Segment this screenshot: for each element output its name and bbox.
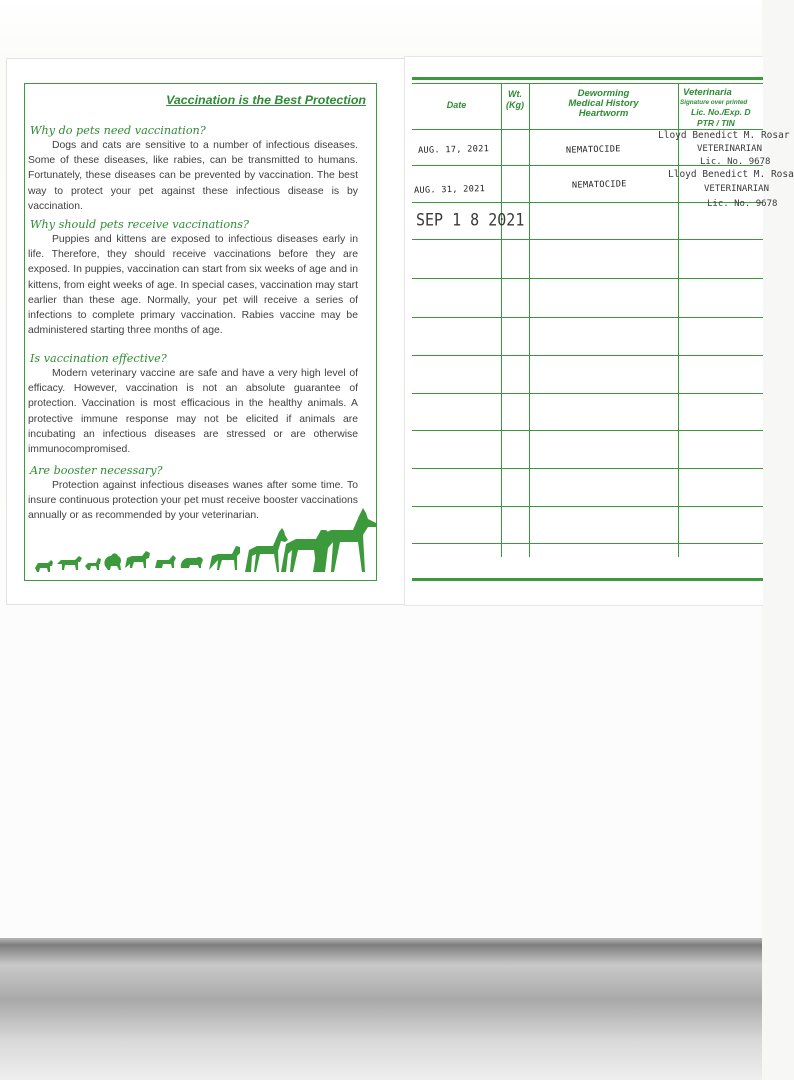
section-question: Why do pets need vaccination? — [30, 124, 206, 137]
row-entry: NEMATOCIDE — [565, 144, 621, 156]
vet-stamp-name: Lloyd Benedict M. Rosa — [668, 169, 794, 180]
page-title: Vaccination is the Best Protection — [166, 93, 366, 107]
vet-stamp-license: Lic. No. 9678 — [707, 199, 778, 209]
vet-stamp-title: VETERINARIAN — [704, 184, 770, 194]
table-row-divider — [412, 543, 763, 544]
vet-stamp-title: VETERINARIAN — [697, 144, 763, 154]
date-stamp: SEP 1 8 2021 — [416, 209, 525, 231]
table-row-divider — [412, 430, 763, 431]
header-weight: Wt. — [508, 89, 522, 99]
table-row-divider — [412, 239, 763, 240]
info-frame — [24, 83, 377, 581]
header-ptr-tin: PTR / TIN — [697, 118, 735, 128]
section-body: Modern veterinary vaccine are safe and have a very high level of efficacy. However, vaccination is not an absolute guarantee of protection. Vaccination is most efficacious in the healthy animals. A protective immune response may not be elicited if animals are incubating an infectious diseases are stressed or are otherwise immunocompromised. — [28, 368, 358, 456]
row-date: AUG. 17, 2021 — [417, 144, 490, 156]
section-body: Protection against infectious diseases wanes after some time. To insure continuous protection your pet must receive booster vaccinations annually or as recommended by your veterinarian. — [28, 480, 358, 522]
section-question: Why should pets receive vaccinations? — [30, 218, 249, 231]
section-body: Puppies and kittens are exposed to infectious diseases early in life. Therefore, they should receive vaccinations before they are exposed. In puppies, vaccination can start from six weeks of age and in kittens, from eight weeks of age. In special cases, vaccination may start earlier than these age. Normally, your pet will receive a series of infections to complete primary vaccination. Rabies vaccine may be administered starting three months of age. — [28, 234, 358, 337]
section-body: Dogs and cats are sensitive to a number of infectious diseases. Some of these diseases, like rabies, can be transmitted to humans. Fortunately, these diseases can be prevented by vaccination. The best way to protect your pet against these infectious disease is by vaccination. — [28, 140, 358, 212]
header-veterinarian: Veterinaria — [683, 87, 732, 98]
section-question: Is vaccination effective? — [30, 352, 167, 365]
row-entry: NEMATOCIDE — [571, 179, 627, 191]
section-question: Are booster necessary? — [30, 464, 163, 477]
table-row-divider — [412, 317, 763, 318]
header-license: Lic. No./Exp. D — [691, 107, 751, 117]
table-top-border — [412, 77, 763, 80]
table-bottom-border — [412, 578, 763, 581]
header-medical-history: Medical History — [568, 98, 639, 109]
table-header-top — [412, 83, 763, 84]
blank-page-area — [0, 600, 762, 938]
right-page — [404, 56, 794, 606]
header-date: Date — [446, 100, 467, 110]
table-row-divider — [412, 393, 763, 394]
table-col-divider — [529, 83, 530, 557]
table-row-divider — [412, 278, 763, 279]
header-weight-unit: (Kg) — [506, 100, 524, 110]
dog-silhouettes-illustration — [33, 504, 373, 576]
table-row-divider — [412, 506, 763, 507]
vet-stamp-license: Lic. No. 9678 — [700, 157, 771, 167]
header-deworming: Deworming — [577, 88, 630, 99]
table-row-divider — [412, 355, 763, 356]
vet-stamp-name: Lloyd Benedict M. Rosar — [658, 130, 790, 141]
table-row-divider — [412, 468, 763, 469]
header-signature: Signature over printed — [680, 99, 748, 106]
header-heartworm: Heartworm — [578, 108, 629, 119]
table-col-divider — [501, 83, 502, 557]
table-col-divider — [678, 83, 679, 557]
left-page — [6, 58, 405, 605]
row-date: AUG. 31, 2021 — [413, 184, 486, 196]
